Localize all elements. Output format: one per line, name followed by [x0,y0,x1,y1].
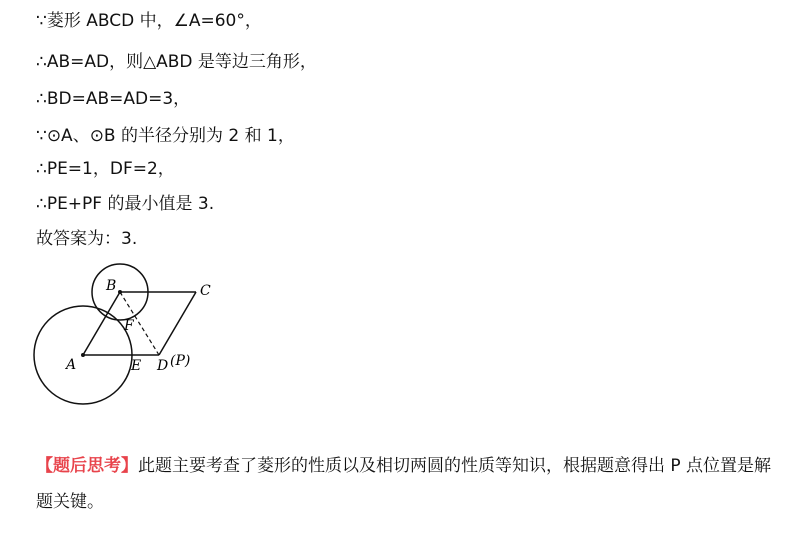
solution-line-4: ∵⊙A、⊙B 的半径分别为 2 和 1， [36,126,295,146]
label-d: D [157,358,169,374]
solution-line-1: ∵菱形 ABCD 中，∠A=60°， [36,11,262,31]
geometry-figure [28,262,268,442]
label-p: (P) [170,353,191,369]
label-b: B [106,278,117,294]
solution-line-3: ∴BD=AB=AD=3， [36,89,191,109]
reflection-paragraph [36,448,776,520]
reflection-text: 此题主要考查了菱形的性质以及相切两圆的性质等知识，根据题意得出 P 点位置是解题关键。 [36,456,772,512]
solution-line-6: ∴PE+PF 的最小值是 3. [36,194,215,214]
label-e: E [131,358,142,374]
side-cd [159,292,196,355]
solution-line-5: ∴PE=1，DF=2， [36,159,175,179]
solution-line-2: ∴AB=AD，则△ABD 是等边三角形， [36,52,317,72]
answer-line: 故答案为：3. [36,229,138,249]
label-a: A [66,357,77,373]
point-b [118,290,122,294]
label-c: C [200,283,211,299]
side-ab [83,292,120,355]
reflection-tag: 【题后思考】 [36,456,138,476]
label-f: F [124,318,134,334]
point-a [81,353,85,357]
